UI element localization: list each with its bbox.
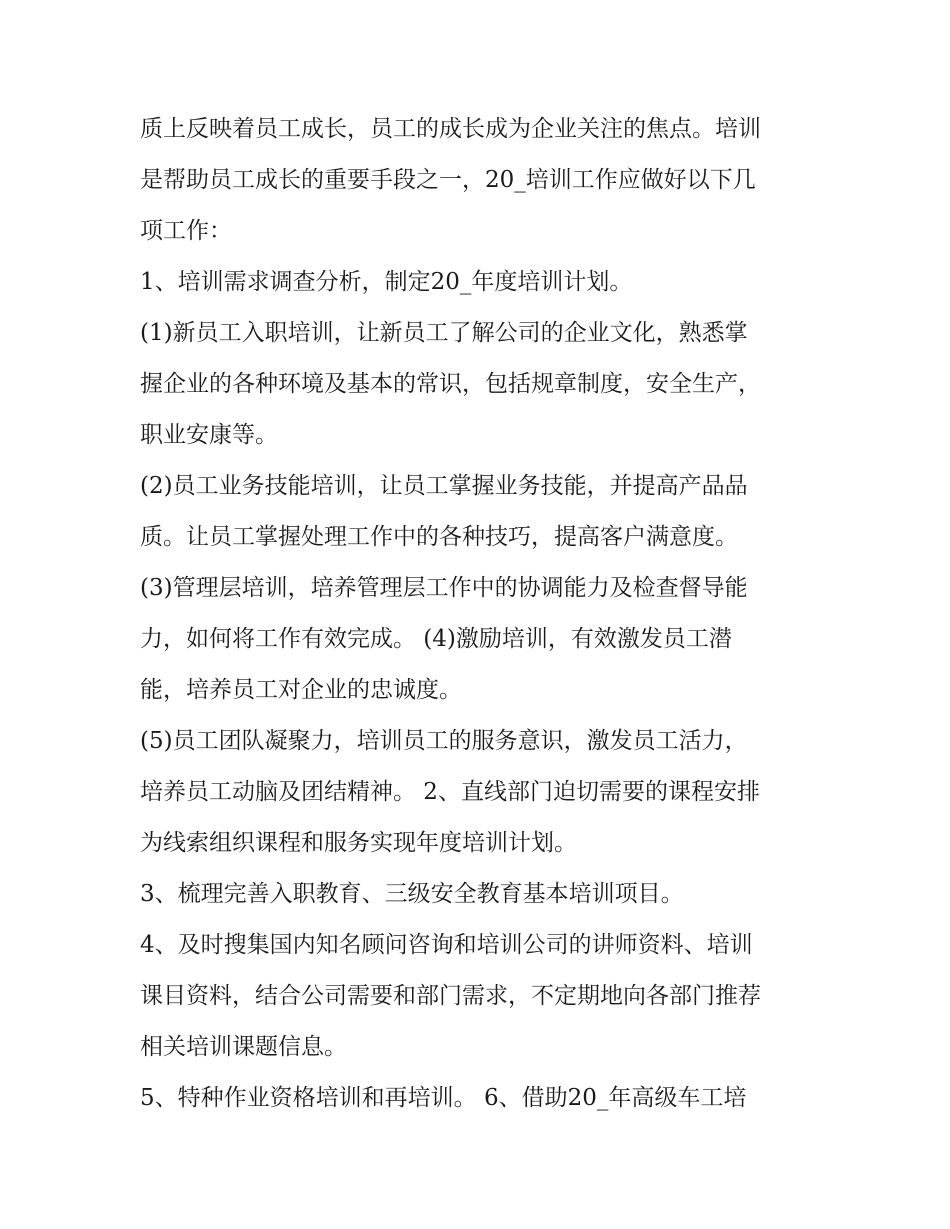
- text-line-9: 质。让员工掌握处理工作中的各种技巧，提高客户满意度。: [140, 524, 738, 550]
- text-line-8: (2)员工业务技能培训，让员工掌握业务技能，并提高产品品: [140, 473, 748, 499]
- text-line-3: 项工作：: [140, 218, 232, 244]
- text-line-19: 相关培训课题信息。: [140, 1034, 347, 1060]
- text-line-15: 为线索组织课程和服务实现年度培训计划。: [140, 830, 577, 856]
- text-line-4: 1、培训需求调查分析，制定20_年度培训计划。: [140, 269, 633, 295]
- text-line-20: 5、特种作业资格培训和再培训。 6、借助20_年高级车工培: [140, 1085, 747, 1111]
- text-line-7: 职业安康等。: [140, 422, 278, 448]
- text-line-16: 3、梳理完善入职教育、三级安全教育基本培训项目。: [140, 881, 684, 907]
- text-line-14: 培养员工动脑及团结精神。 2、直线部门迫切需要的课程安排: [140, 779, 760, 805]
- text-line-13: (5)员工团队凝聚力，培训员工的服务意识，激发员工活力，: [140, 728, 748, 754]
- text-line-2: 是帮助员工成长的重要手段之一，20_培训工作应做好以下几: [140, 167, 756, 193]
- text-line-10: (3)管理层培训，培养管理层工作中的协调能力及检查督导能: [140, 575, 748, 601]
- text-line-12: 能，培养员工对企业的忠诚度。: [140, 677, 462, 703]
- text-line-6: 握企业的各种环境及基本的常识，包括规章制度，安全生产，: [140, 371, 761, 397]
- text-line-18: 课目资料，结合公司需要和部门需求，不定期地向各部门推荐: [140, 983, 761, 1009]
- text-line-11: 力，如何将工作有效完成。 (4)激励培训，有效激发员工潜: [140, 626, 732, 652]
- text-line-17: 4、及时搜集国内知名顾问咨询和培训公司的讲师资料、培训: [140, 932, 753, 958]
- text-line-5: (1)新员工入职培训，让新员工了解公司的企业文化，熟悉掌: [140, 320, 748, 346]
- text-line-1: 质上反映着员工成长，员工的成长成为企业关注的焦点。培训: [140, 116, 761, 142]
